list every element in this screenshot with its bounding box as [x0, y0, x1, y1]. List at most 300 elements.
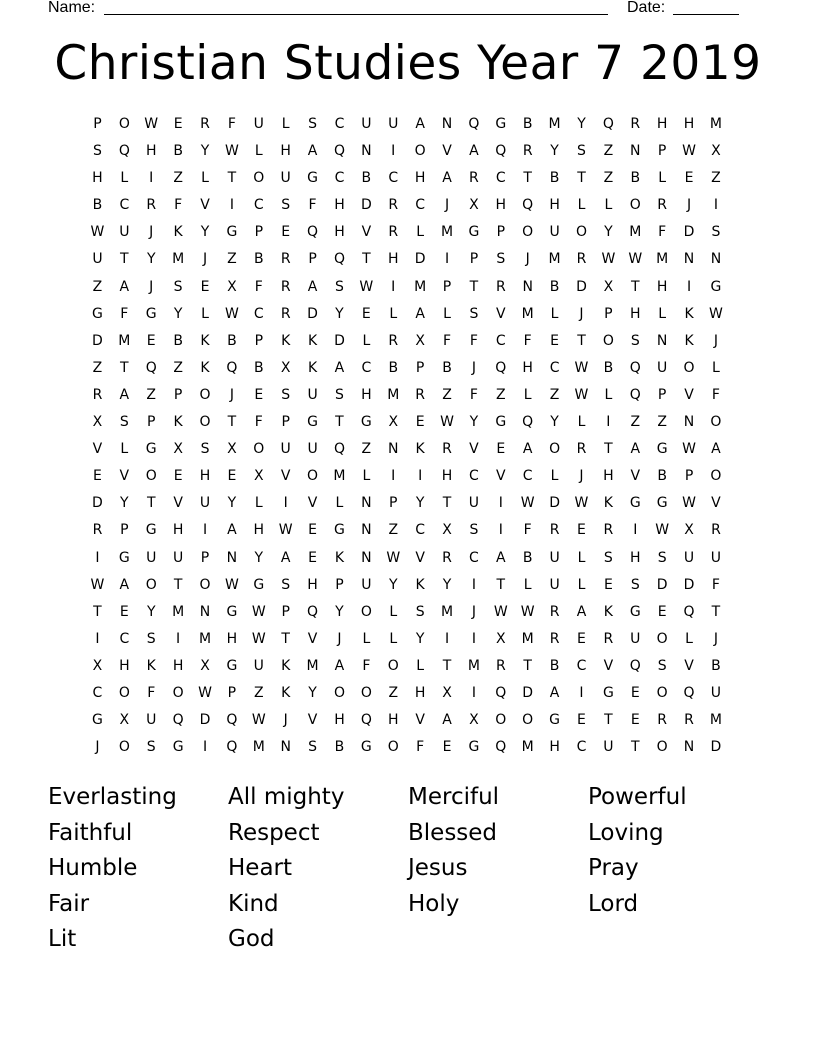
grid-letter[interactable]: N [361, 143, 372, 160]
grid-letter[interactable]: Q [333, 251, 345, 268]
grid-letter[interactable]: N [361, 549, 372, 566]
grid-letter[interactable]: B [603, 359, 614, 376]
grid-letter[interactable]: C [415, 522, 426, 539]
grid-letter[interactable]: S [308, 739, 318, 756]
grid-letter[interactable]: H [656, 116, 668, 132]
grid-letter[interactable]: X [442, 684, 452, 701]
grid-letter[interactable]: S [173, 278, 183, 295]
grid-letter[interactable]: W [493, 603, 508, 620]
grid-letter[interactable]: E [308, 522, 317, 539]
grid-letter[interactable]: M [306, 657, 319, 674]
grid-letter[interactable]: Y [469, 414, 479, 431]
grid-letter[interactable]: C [415, 197, 426, 214]
grid-letter[interactable]: F [523, 522, 532, 539]
grid-letter[interactable]: U [603, 739, 614, 756]
grid-letter[interactable]: C [253, 305, 264, 322]
grid-letter[interactable]: V [442, 143, 452, 160]
grid-letter[interactable]: V [307, 630, 318, 647]
grid-letter[interactable]: O [360, 603, 372, 620]
grid-letter[interactable]: U [388, 116, 399, 132]
grid-letter[interactable]: H [414, 170, 426, 187]
grid-letter[interactable]: E [496, 441, 506, 458]
grid-letter[interactable]: H [172, 657, 184, 674]
grid-letter[interactable]: W [574, 386, 589, 403]
grid-letter[interactable]: H [441, 468, 453, 485]
grid-letter[interactable]: N [226, 549, 238, 566]
grid-letter[interactable]: E [119, 603, 129, 620]
grid-letter[interactable]: H [387, 712, 399, 729]
grid-letter[interactable]: X [119, 712, 130, 729]
grid-letter[interactable]: R [603, 522, 614, 539]
grid-letter[interactable]: R [630, 116, 641, 132]
grid-letter[interactable]: A [227, 522, 237, 539]
grid-letter[interactable]: Q [602, 116, 614, 132]
grid-letter[interactable]: M [252, 739, 265, 756]
grid-letter[interactable]: K [334, 549, 345, 566]
grid-letter[interactable]: I [471, 684, 476, 701]
grid-letter[interactable]: E [173, 116, 183, 132]
grid-letter[interactable]: C [253, 197, 264, 214]
grid-letter[interactable]: X [253, 468, 264, 485]
grid-letter[interactable]: G [629, 603, 641, 620]
grid-letter[interactable]: A [576, 603, 587, 620]
grid-letter[interactable]: G [307, 414, 318, 431]
grid-letter[interactable]: F [227, 116, 236, 132]
grid-letter[interactable]: O [199, 576, 211, 593]
grid-letter[interactable]: S [469, 522, 479, 539]
grid-letter[interactable]: O [602, 332, 614, 349]
grid-letter[interactable]: C [549, 359, 560, 376]
grid-letter[interactable]: M [387, 386, 400, 403]
grid-letter[interactable]: N [361, 495, 372, 512]
grid-letter[interactable]: U [630, 630, 641, 647]
grid-letter[interactable]: K [307, 359, 318, 376]
grid-letter[interactable]: G [145, 441, 157, 458]
grid-letter[interactable]: T [523, 170, 532, 187]
grid-letter[interactable]: Y [200, 224, 210, 241]
grid-letter[interactable]: D [522, 684, 534, 701]
grid-letter[interactable]: B [173, 143, 183, 160]
grid-letter[interactable]: H [656, 278, 668, 295]
grid-letter[interactable]: B [388, 359, 399, 376]
grid-letter[interactable]: F [442, 332, 452, 349]
grid-letter[interactable]: O [145, 576, 157, 593]
grid-letter[interactable]: I [498, 522, 503, 539]
grid-letter[interactable]: L [362, 468, 371, 485]
grid-letter[interactable]: P [442, 278, 452, 295]
grid-letter[interactable]: I [283, 495, 288, 512]
grid-letter[interactable]: Y [308, 684, 317, 701]
grid-letter[interactable]: Q [629, 657, 641, 674]
grid-letter[interactable]: E [281, 224, 291, 241]
grid-letter[interactable]: I [391, 468, 396, 485]
grid-letter[interactable]: Q [307, 224, 319, 241]
grid-letter[interactable]: U [683, 549, 695, 566]
grid-letter[interactable]: Y [550, 414, 559, 431]
grid-letter[interactable]: V [280, 468, 291, 485]
grid-letter[interactable]: C [522, 468, 533, 485]
grid-letter[interactable]: E [227, 468, 237, 485]
grid-letter[interactable]: V [307, 495, 318, 512]
grid-letter[interactable]: U [710, 684, 722, 701]
grid-letter[interactable]: A [119, 576, 130, 593]
grid-letter[interactable]: M [198, 630, 212, 647]
grid-letter[interactable]: U [549, 576, 560, 593]
grid-letter[interactable]: D [549, 495, 560, 512]
grid-letter[interactable]: O [253, 170, 265, 187]
grid-letter[interactable]: L [389, 630, 398, 647]
grid-letter[interactable]: G [468, 739, 480, 756]
grid-letter[interactable]: K [281, 684, 291, 701]
grid-letter[interactable]: Y [200, 143, 210, 160]
grid-letter[interactable]: M [548, 116, 561, 132]
grid-letter[interactable]: G [360, 414, 372, 431]
grid-letter[interactable]: F [147, 684, 156, 701]
grid-letter[interactable]: H [629, 305, 641, 322]
grid-letter[interactable]: P [657, 386, 667, 403]
grid-letter[interactable]: K [307, 332, 318, 349]
grid-letter[interactable]: E [361, 305, 371, 322]
grid-letter[interactable]: Z [388, 522, 399, 539]
grid-letter[interactable]: Q [495, 143, 507, 160]
grid-letter[interactable]: R [576, 251, 587, 268]
grid-letter[interactable]: Y [604, 224, 613, 241]
grid-letter[interactable]: U [172, 549, 184, 566]
grid-letter[interactable]: D [656, 576, 668, 593]
grid-letter[interactable]: G [334, 522, 345, 539]
grid-letter[interactable]: T [577, 332, 586, 349]
grid-letter[interactable]: K [281, 657, 291, 674]
grid-letter[interactable]: H [145, 143, 157, 160]
grid-letter[interactable]: W [520, 495, 535, 512]
grid-letter[interactable]: A [496, 549, 506, 566]
grid-letter[interactable]: T [120, 359, 129, 376]
grid-letter[interactable]: L [362, 630, 371, 647]
grid-letter[interactable]: N [656, 332, 668, 349]
grid-letter[interactable]: Q [683, 684, 695, 701]
grid-letter[interactable]: A [630, 441, 641, 458]
name-field[interactable] [104, 14, 608, 15]
grid-letter[interactable]: P [93, 116, 102, 132]
grid-letter[interactable]: E [550, 332, 560, 349]
grid-letter[interactable]: Q [226, 359, 238, 376]
grid-letter[interactable]: S [630, 332, 640, 349]
grid-letter[interactable]: I [471, 576, 476, 593]
grid-letter[interactable]: H [307, 576, 318, 593]
grid-letter[interactable]: E [93, 468, 102, 485]
grid-letter[interactable]: U [361, 116, 372, 132]
grid-letter[interactable]: Q [522, 414, 534, 431]
grid-letter[interactable]: I [686, 278, 692, 295]
grid-letter[interactable]: G [92, 305, 103, 322]
grid-letter[interactable]: R [280, 251, 291, 268]
grid-letter[interactable]: Q [629, 386, 641, 403]
grid-letter[interactable]: H [92, 170, 103, 187]
grid-letter[interactable]: V [361, 224, 372, 241]
grid-letter[interactable]: L [577, 576, 586, 593]
grid-letter[interactable]: P [335, 576, 344, 593]
grid-letter[interactable]: B [442, 359, 452, 376]
grid-letter[interactable]: X [92, 414, 103, 431]
grid-letter[interactable]: L [201, 170, 209, 187]
grid-letter[interactable]: U [92, 251, 103, 268]
grid-letter[interactable]: Z [146, 386, 157, 403]
grid-letter[interactable]: R [711, 522, 721, 539]
grid-letter[interactable]: H [280, 143, 291, 160]
grid-letter[interactable]: J [471, 603, 476, 620]
grid-letter[interactable]: U [307, 441, 318, 458]
grid-letter[interactable]: W [574, 359, 589, 376]
grid-letter[interactable]: Y [415, 630, 425, 647]
grid-letter[interactable]: E [603, 576, 613, 593]
grid-letter[interactable]: L [416, 657, 425, 674]
grid-letter[interactable]: P [120, 522, 129, 539]
grid-letter[interactable]: T [227, 414, 237, 431]
grid-letter[interactable]: R [522, 143, 533, 160]
grid-letter[interactable]: O [575, 224, 587, 241]
grid-letter[interactable]: X [603, 278, 614, 295]
grid-letter[interactable]: N [199, 603, 211, 620]
grid-letter[interactable]: U [468, 495, 480, 512]
grid-letter[interactable]: B [334, 739, 345, 756]
grid-letter[interactable]: S [281, 576, 291, 593]
grid-letter[interactable]: Z [361, 441, 372, 458]
grid-letter[interactable]: M [521, 630, 534, 647]
grid-letter[interactable]: J [444, 197, 450, 214]
grid-letter[interactable]: E [146, 332, 156, 349]
grid-letter[interactable]: C [469, 468, 479, 485]
grid-letter[interactable]: Y [227, 495, 237, 512]
grid-letter[interactable]: J [686, 197, 692, 214]
grid-letter[interactable]: S [415, 603, 425, 620]
grid-letter[interactable]: W [278, 522, 293, 539]
grid-letter[interactable]: B [630, 170, 641, 187]
grid-letter[interactable]: S [281, 197, 291, 214]
grid-letter[interactable]: T [146, 495, 156, 512]
grid-letter[interactable]: I [579, 684, 584, 701]
grid-letter[interactable]: G [710, 278, 722, 295]
grid-letter[interactable]: X [684, 522, 694, 539]
grid-letter[interactable]: G [145, 305, 157, 322]
grid-letter[interactable]: V [496, 305, 506, 322]
grid-letter[interactable]: S [308, 116, 318, 132]
grid-letter[interactable]: N [522, 278, 533, 295]
grid-letter[interactable]: R [200, 116, 210, 132]
grid-letter[interactable]: A [415, 116, 425, 132]
grid-letter[interactable]: X [469, 197, 479, 214]
grid-letter[interactable]: R [684, 712, 694, 729]
grid-letter[interactable]: H [522, 359, 533, 376]
grid-letter[interactable]: T [362, 251, 371, 268]
grid-letter[interactable]: B [253, 359, 264, 376]
grid-letter[interactable]: E [254, 386, 264, 403]
grid-letter[interactable]: I [95, 630, 100, 647]
grid-letter[interactable]: P [200, 549, 210, 566]
grid-letter[interactable]: A [442, 170, 452, 187]
grid-letter[interactable]: T [604, 441, 613, 458]
grid-letter[interactable]: L [523, 576, 532, 593]
grid-letter[interactable]: S [146, 739, 156, 756]
grid-letter[interactable]: M [333, 468, 346, 485]
grid-letter[interactable]: Y [146, 251, 156, 268]
grid-letter[interactable]: P [389, 495, 398, 512]
grid-letter[interactable]: T [442, 657, 452, 674]
grid-letter[interactable]: M [118, 332, 131, 349]
grid-letter[interactable]: O [360, 684, 372, 701]
grid-letter[interactable]: G [602, 684, 614, 701]
grid-letter[interactable]: Q [495, 739, 507, 756]
grid-letter[interactable]: I [633, 522, 638, 539]
grid-letter[interactable]: P [684, 468, 694, 485]
grid-letter[interactable]: D [199, 712, 211, 729]
grid-letter[interactable]: D [576, 278, 587, 295]
grid-letter[interactable]: L [362, 332, 371, 349]
grid-letter[interactable]: W [90, 224, 105, 241]
grid-letter[interactable]: A [334, 657, 345, 674]
grid-letter[interactable]: N [710, 251, 722, 268]
grid-letter[interactable]: K [603, 603, 613, 620]
grid-letter[interactable]: P [469, 251, 479, 268]
grid-letter[interactable]: Y [173, 305, 183, 322]
grid-letter[interactable]: Z [603, 170, 614, 187]
grid-letter[interactable]: K [200, 332, 210, 349]
grid-letter[interactable]: K [173, 414, 183, 431]
grid-letter[interactable]: P [173, 386, 183, 403]
grid-letter[interactable]: H [253, 522, 265, 539]
grid-letter[interactable]: W [709, 305, 723, 322]
grid-letter[interactable]: U [280, 170, 291, 187]
grid-letter[interactable]: X [173, 441, 183, 458]
grid-letter[interactable]: Z [442, 386, 452, 403]
grid-letter[interactable]: S [657, 657, 667, 674]
grid-letter[interactable]: U [549, 224, 560, 241]
grid-letter[interactable]: I [606, 414, 611, 431]
grid-letter[interactable]: F [469, 332, 478, 349]
grid-letter[interactable]: S [281, 386, 291, 403]
grid-letter[interactable]: S [603, 549, 613, 566]
grid-letter[interactable]: X [415, 332, 425, 349]
grid-letter[interactable]: P [227, 684, 237, 701]
grid-letter[interactable]: L [550, 305, 559, 322]
grid-letter[interactable]: B [522, 116, 533, 132]
grid-letter[interactable]: A [469, 143, 479, 160]
grid-letter[interactable]: I [176, 630, 181, 647]
grid-letter[interactable]: R [657, 197, 668, 214]
grid-letter[interactable]: R [603, 630, 614, 647]
grid-letter[interactable]: U [119, 224, 130, 241]
grid-letter[interactable]: P [604, 305, 613, 322]
grid-letter[interactable]: W [144, 116, 159, 132]
grid-letter[interactable]: X [442, 522, 452, 539]
grid-letter[interactable]: E [684, 170, 694, 187]
grid-letter[interactable]: A [119, 278, 130, 295]
grid-letter[interactable]: M [629, 224, 642, 241]
grid-letter[interactable]: F [120, 305, 129, 322]
grid-letter[interactable]: X [711, 143, 721, 160]
grid-letter[interactable]: Q [333, 143, 345, 160]
grid-letter[interactable]: J [283, 712, 288, 729]
grid-letter[interactable]: D [414, 251, 426, 268]
grid-letter[interactable]: Z [92, 359, 103, 376]
grid-letter[interactable]: W [251, 712, 266, 729]
grid-letter[interactable]: R [469, 170, 479, 187]
grid-letter[interactable]: K [200, 359, 210, 376]
grid-letter[interactable]: L [281, 116, 290, 132]
grid-letter[interactable]: R [549, 522, 560, 539]
grid-letter[interactable]: Y [388, 576, 398, 593]
grid-letter[interactable]: M [521, 739, 534, 756]
grid-letter[interactable]: U [657, 359, 668, 376]
grid-letter[interactable]: B [711, 657, 721, 674]
grid-letter[interactable]: O [629, 197, 641, 214]
grid-letter[interactable]: L [604, 386, 613, 403]
grid-letter[interactable]: G [307, 170, 318, 187]
grid-letter[interactable]: I [95, 549, 100, 566]
grid-letter[interactable]: D [92, 495, 103, 512]
grid-letter[interactable]: I [444, 251, 450, 268]
grid-letter[interactable]: C [495, 332, 506, 349]
grid-letter[interactable]: O [145, 468, 157, 485]
grid-letter[interactable]: L [443, 305, 451, 322]
grid-letter[interactable]: F [523, 332, 532, 349]
grid-letter[interactable]: U [146, 712, 157, 729]
grid-letter[interactable]: L [254, 495, 263, 512]
grid-letter[interactable]: Z [227, 251, 237, 268]
grid-letter[interactable]: R [442, 441, 452, 458]
grid-letter[interactable]: N [630, 143, 641, 160]
grid-letter[interactable]: G [226, 603, 238, 620]
grid-letter[interactable]: B [92, 197, 103, 214]
grid-letter[interactable]: X [227, 441, 237, 458]
grid-letter[interactable]: N [388, 441, 399, 458]
grid-letter[interactable]: Z [173, 359, 183, 376]
grid-letter[interactable]: H [549, 197, 560, 214]
grid-letter[interactable]: K [173, 224, 183, 241]
grid-letter[interactable]: I [713, 197, 718, 214]
grid-letter[interactable]: P [254, 224, 264, 241]
grid-letter[interactable]: W [224, 576, 239, 593]
grid-letter[interactable]: H [603, 468, 614, 485]
grid-letter[interactable]: Y [415, 495, 425, 512]
grid-letter[interactable]: F [174, 197, 183, 214]
grid-letter[interactable]: Y [335, 305, 344, 322]
grid-letter[interactable]: O [414, 143, 426, 160]
grid-letter[interactable]: S [630, 576, 640, 593]
grid-letter[interactable]: V [173, 495, 183, 512]
grid-letter[interactable]: J [525, 251, 530, 268]
grid-letter[interactable]: T [120, 251, 129, 268]
grid-letter[interactable]: R [657, 712, 668, 729]
grid-letter[interactable]: J [202, 251, 208, 268]
grid-letter[interactable]: G [495, 116, 507, 132]
grid-letter[interactable]: L [389, 603, 398, 620]
grid-letter[interactable]: W [520, 603, 535, 620]
grid-letter[interactable]: E [657, 603, 667, 620]
grid-letter[interactable]: N [683, 414, 695, 431]
grid-letter[interactable]: Q [360, 712, 372, 729]
grid-letter[interactable]: P [308, 251, 317, 268]
grid-letter[interactable]: O [522, 712, 534, 729]
grid-letter[interactable]: G [172, 739, 184, 756]
grid-letter[interactable]: Z [711, 170, 721, 187]
grid-letter[interactable]: O [549, 441, 561, 458]
grid-letter[interactable]: R [280, 278, 291, 295]
grid-letter[interactable]: M [172, 251, 185, 268]
grid-letter[interactable]: V [307, 712, 318, 729]
grid-letter[interactable]: Q [172, 712, 184, 729]
grid-letter[interactable]: O [199, 386, 211, 403]
grid-letter[interactable]: D [334, 332, 345, 349]
